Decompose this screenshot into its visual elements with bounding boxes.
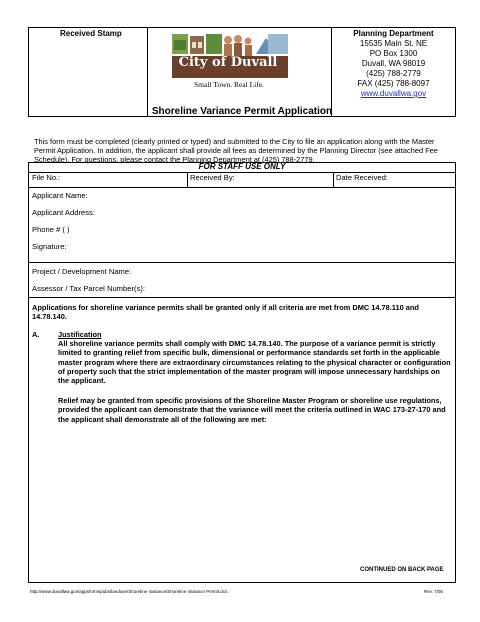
staff-use-heading: FOR STAFF USE ONLY (198, 162, 286, 171)
applicant-address-field[interactable]: Applicant Address: (32, 208, 95, 217)
department-address-line: Duvall, WA 98019 (361, 59, 426, 68)
row-divider (29, 187, 455, 188)
justification-paragraph: All shoreline variance permits shall comply with DMC 14.78.140. The purpose of a variance permit is strictly limited to granting relief from specific bulk, dimensional or performance standards set forth in the applicable master program where there are extraordinary circumstances relating to the physical character or configuration of property such that the strict implementation of the master program will impose unnecessary hardships on the applicant. (58, 339, 451, 386)
department-fax: FAX (425) 788-8097 (357, 79, 430, 88)
logo-name: City of Duvall (178, 55, 278, 70)
date-received-field[interactable]: Date Received: (336, 173, 388, 182)
cell-divider (187, 172, 188, 187)
footer-revision: Rev. 7/05 (424, 589, 443, 594)
file-no-field[interactable]: File No.: (32, 173, 61, 182)
header-divider (147, 28, 148, 116)
department-name: Planning Department (353, 29, 434, 38)
logo-tagline: Small Town. Real Life. (194, 80, 264, 89)
received-by-field[interactable]: Received By: (190, 173, 235, 182)
continued-note: CONTINUED ON BACK PAGE (360, 567, 444, 573)
department-website-link[interactable]: www.duvallwa.gov (360, 89, 427, 98)
row-divider (29, 262, 455, 263)
parcel-number-field[interactable]: Assessor / Tax Parcel Number(s): (32, 284, 145, 293)
section-letter: A. (32, 330, 40, 339)
department-phone: (425) 788-2779 (366, 69, 421, 78)
row-divider (29, 297, 455, 298)
project-name-field[interactable]: Project / Development Name: (32, 267, 132, 276)
criteria-statement: Applications for shoreline variance permits shall be granted only if all criteria are met from DMC 14.78.110 and 14.78.140. (32, 303, 419, 322)
intro-paragraph: This form must be completed (clearly printed or typed) and submitted to the City to file an application along with the Master Permit Application. In addition, the applicant shall provide all fees as determined by the Planning Director (see attached Fee Schedule). For questions, please contact the Planning Department at (425) 788-2779. (34, 137, 438, 164)
cell-divider (333, 172, 334, 187)
department-address-line: 15535 Main St. NE (359, 39, 428, 48)
relief-paragraph: Relief may be granted from specific provisions of the Shoreline Master Program or shoreline use regulations, provided the applicant can demonstrate that the variance will meet the criteria outlined in WAC 173-27-170 and the applicant shall demonstrate all of the following are met: (58, 396, 446, 424)
section-heading: Justification (58, 330, 102, 339)
department-contact (331, 29, 456, 99)
page-title: Shoreline Variance Permit Application (151, 106, 333, 117)
row-divider (29, 172, 455, 173)
phone-field[interactable]: Phone # ( ) (32, 225, 70, 234)
received-stamp-label: Received Stamp (60, 29, 122, 38)
applicant-name-field[interactable]: Applicant Name: (32, 191, 88, 200)
signature-field[interactable]: Signature: (32, 242, 67, 251)
footer-path: http://www.duvallwa.gov/appsformspubs/landuse/Shoreline Variance/Shoreline Variance Permit.doc (30, 589, 228, 594)
department-address-line: PO Box 1300 (369, 49, 418, 58)
